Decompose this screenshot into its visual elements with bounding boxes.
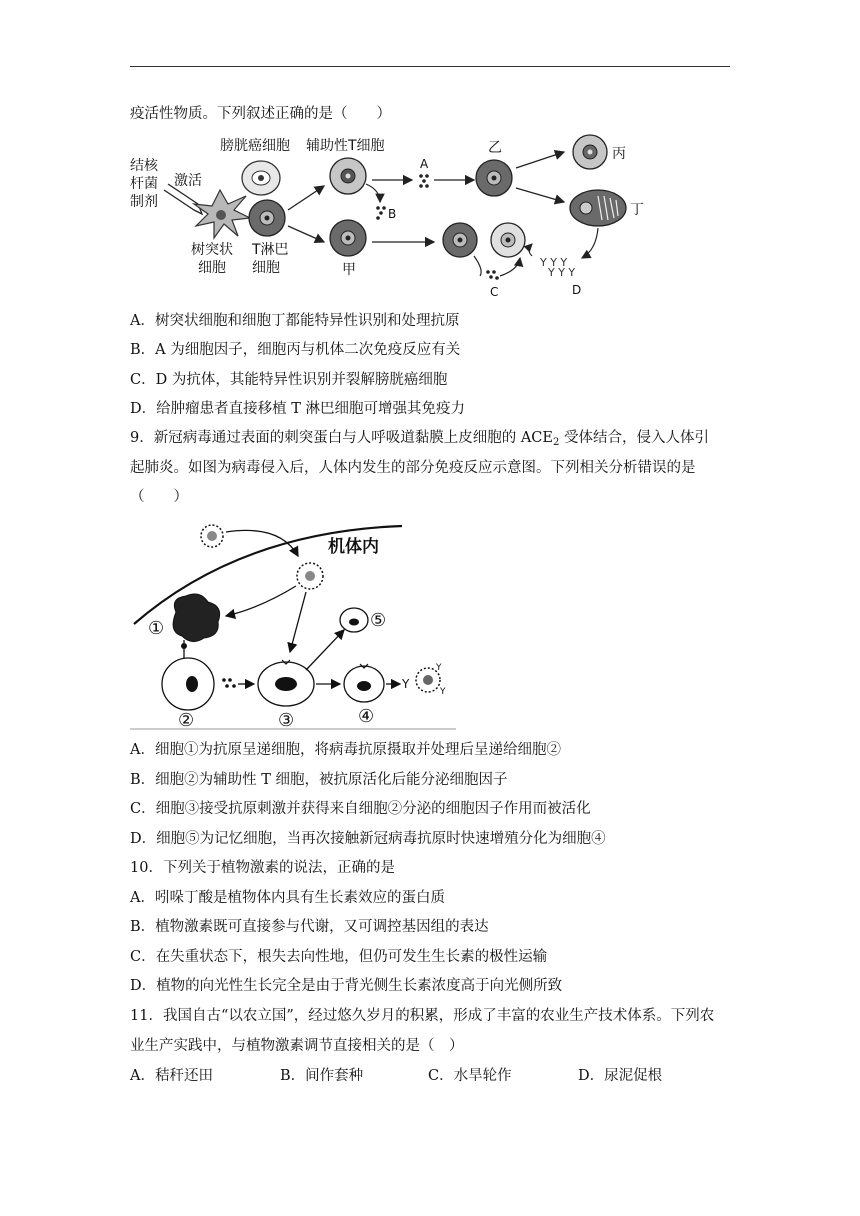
- label-jia: 甲: [342, 262, 356, 278]
- q10-stem: 10．下列关于植物激素的说法，正确的是: [130, 860, 395, 876]
- q9-option-d: D．细胞⑤为记忆细胞，当再次接触新冠病毒抗原时快速增殖分化为细胞④: [130, 831, 606, 847]
- dendritic-label-1: 树突状: [191, 242, 233, 258]
- helper-label: 辅助性T细胞: [306, 138, 385, 154]
- q8-option-b: B．A 为细胞因子，细胞丙与机体二次免疫反应有关: [130, 342, 461, 358]
- q9-stem-sub: 2: [552, 437, 560, 448]
- q11-option-c: C．水旱轮作: [428, 1068, 512, 1084]
- q10-option-c: C．在失重状态下，根失去向性地，但仍可发生生长素的极性运输: [130, 949, 548, 965]
- q8-option-a: A．树突状细胞和细胞丁都能特异性识别和处理抗原: [130, 313, 460, 329]
- agent-label-2: 杆菌: [130, 176, 158, 192]
- q8-option-c: C．D 为抗体，其能特异性识别并裂解膀胱癌细胞: [130, 372, 448, 388]
- svg-text:Y Y Y: Y Y Y: [548, 266, 576, 279]
- svg-text:Y Y Y: Y Y Y: [540, 256, 568, 269]
- activate-label: 激活: [174, 173, 202, 189]
- dendritic-label-2: 细胞: [198, 260, 226, 276]
- label-bing: 丙: [612, 146, 626, 162]
- q10-option-b: B．植物激素既可直接参与代谢，又可调控基因组的表达: [130, 919, 489, 935]
- label-yi: 乙: [488, 140, 502, 156]
- cell-1: [173, 594, 220, 642]
- cell-3-label: ③: [278, 710, 295, 731]
- q9-option-b: B．细胞②为辅助性 T 细胞，被抗原活化后能分泌细胞因子: [130, 772, 508, 788]
- q9-option-c: C．细胞③接受抗原刺激并获得来自细胞②分泌的细胞因子作用而被活化: [130, 801, 591, 817]
- label-b: B: [388, 207, 397, 221]
- q9-stem-post: 受体结合，侵入人体引: [559, 430, 709, 446]
- q11-option-b: B．间作套种: [280, 1068, 364, 1084]
- q9-stem-line-2: 起肺炎。如图为病毒侵入后，人体内发生的部分免疫反应示意图。下列相关分析错误的是: [130, 460, 696, 476]
- svg-text:Y: Y: [402, 677, 410, 691]
- q9-stem-line-3: （ ）: [130, 489, 188, 505]
- q11-stem-line-2: 业生产实践中，与植物激素调节直接相关的是（ ）: [130, 1038, 464, 1054]
- t-cell-label-1: T淋巴: [252, 242, 289, 258]
- virus-inside: [297, 563, 323, 589]
- label-d: D: [572, 283, 582, 297]
- label-a: A: [420, 157, 429, 171]
- virus-neutralized: [416, 663, 446, 697]
- virus-outside: [201, 525, 223, 547]
- q8-option-d: D．给肿瘤患者直接移植 T 淋巴细胞可增强其免疫力: [130, 401, 466, 417]
- bladder-label: 膀胱癌细胞: [220, 138, 290, 154]
- svg-text:Y: Y: [436, 663, 442, 673]
- cell-2-label: ②: [178, 710, 195, 731]
- q11-option-a: A．秸秆还田: [130, 1068, 213, 1084]
- q11-option-d: D．尿泥促根: [578, 1068, 663, 1084]
- q10-option-d: D．植物的向光性生长完全是由于背光侧生长素浓度高于向光侧所致: [130, 978, 563, 994]
- q9-figure: [130, 512, 460, 732]
- t-cell-label-2: 细胞: [252, 260, 280, 276]
- q9-stem-line-1: [130, 428, 709, 453]
- cell-5-label: ⑤: [370, 610, 387, 631]
- q8-stem-tail: 疫活性物质。下列叙述正确的是（ ）: [130, 106, 391, 122]
- agent-label-1: 结核: [130, 158, 158, 174]
- q9-option-a: A．细胞①为抗原呈递细胞，将病毒抗原摄取并处理后呈递给细胞②: [130, 742, 561, 758]
- q11-stem-line-1: 11．我国自古“以农立国”，经过悠久岁月的积累，形成了丰富的农业生产技术体系。下列农: [130, 1008, 715, 1024]
- body-label: 机体内: [328, 537, 379, 557]
- header-rule: [130, 66, 730, 67]
- svg-text:Y: Y: [440, 687, 446, 697]
- q9-stem-pre: 9．新冠病毒通过表面的刺突蛋白与人呼吸道黏膜上皮细胞的 ACE: [130, 430, 553, 446]
- q8-figure: [128, 130, 648, 302]
- q10-option-a: A．吲哚丁酸是植物体内具有生长素效应的蛋白质: [130, 890, 445, 906]
- label-ding: 丁: [630, 202, 644, 218]
- agent-label-3: 制剂: [130, 194, 158, 210]
- cell-1-label: ①: [148, 618, 165, 639]
- cell-4-label: ④: [358, 706, 375, 727]
- q11-options: [130, 1066, 730, 1086]
- label-c: C: [490, 285, 499, 299]
